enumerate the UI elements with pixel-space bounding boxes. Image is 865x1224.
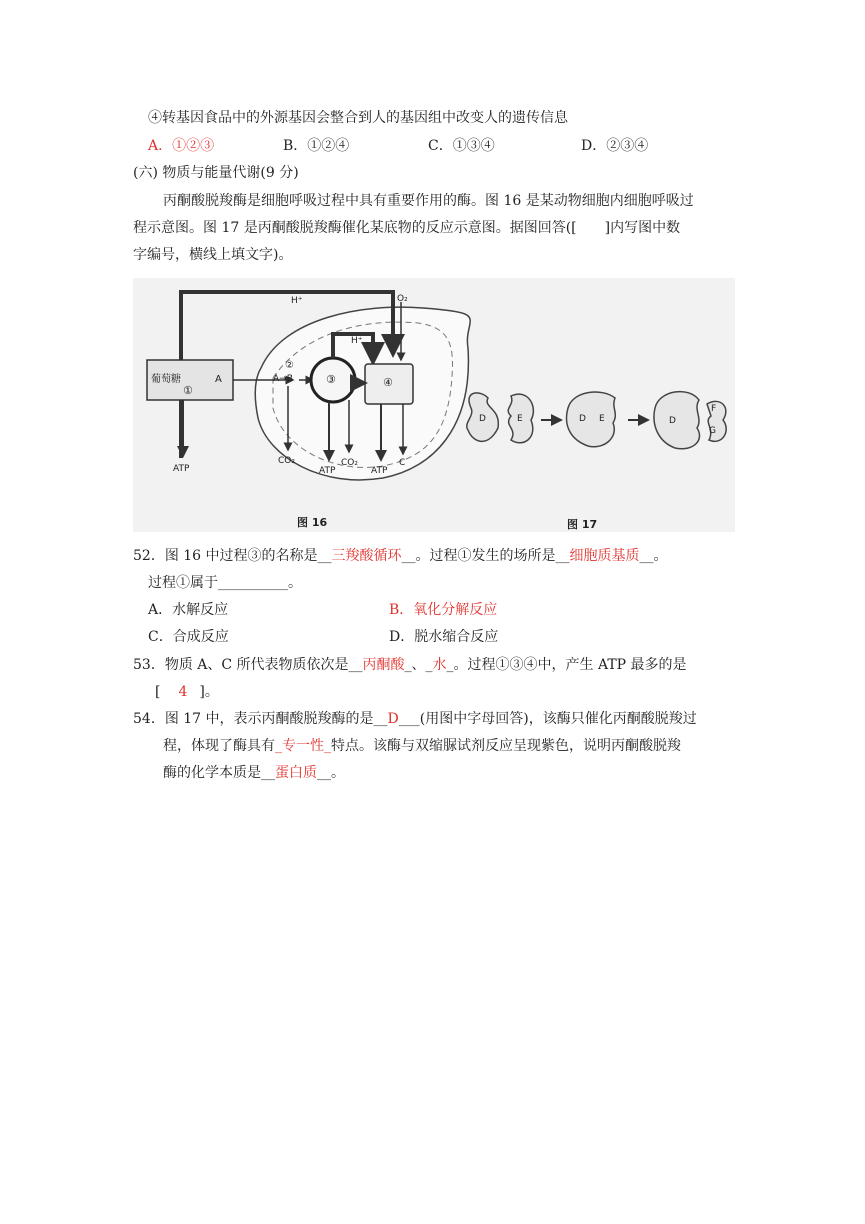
figure-17-diagram xyxy=(467,392,726,449)
section-intro-line-3: 字编号，横线上填文字)。 xyxy=(133,247,293,263)
h-plus-outer-label: H⁺ xyxy=(291,296,303,306)
q53-answer-1: 丙酮酸 xyxy=(362,657,405,673)
q52-text-2: __。过程①发生的场所是__ xyxy=(401,548,570,564)
q53-text-1: 53．物质 A、C 所代表物质依次是__ xyxy=(133,657,363,673)
previous-option-c: C．①③④ xyxy=(428,138,495,154)
enzyme-label-d-2: D xyxy=(579,414,586,424)
q53-text-3: _。过程①③④中，产生 ATP 最多的是 xyxy=(446,657,687,673)
q54-text-3a: 酶的化学本质是__ xyxy=(163,765,275,781)
q53-answer-3: 4 xyxy=(178,684,188,700)
figure-16-diagram xyxy=(133,278,735,532)
product-label-g: G xyxy=(709,426,716,436)
enzyme-substrate-complex xyxy=(567,392,616,447)
c-label: C xyxy=(399,458,406,468)
previous-option-b: B．①②④ xyxy=(283,138,350,154)
section-title: (六) 物质与能量代谢(9 分) xyxy=(133,165,299,181)
process-1-label: ① xyxy=(183,384,193,397)
q52-option-a: A．水解反应 xyxy=(148,602,229,618)
q52-option-d: D．脱水缩合反应 xyxy=(389,629,499,645)
product-label-f: F xyxy=(711,404,717,414)
q52-option-c: C．合成反应 xyxy=(148,629,229,645)
q54-text-1: 54．图 17 中，表示丙酮酸脱羧酶的是__ xyxy=(133,711,388,727)
q54-answer-3: 蛋白质 xyxy=(275,765,317,781)
atp-label-1: ATP xyxy=(173,464,190,474)
q54-text-2b: 特点。该酶与双缩脲试剂反应呈现紫色，说明丙酮酸脱羧 xyxy=(331,738,681,754)
enzyme-label-d-3: D xyxy=(669,416,676,426)
q52-line-2: 过程①属于__________。 xyxy=(148,575,302,591)
section-intro-line-2: 程示意图。图 17 是丙酮酸脱羧酶催化某底物的反应示意图。据图回答([ ]内写图中数 xyxy=(133,220,681,236)
o2-label: O₂ xyxy=(397,294,408,304)
substrate-label-e-2: E xyxy=(599,414,605,424)
q53-answer-2: 水 xyxy=(432,657,447,673)
process-2-label: ② xyxy=(285,360,294,371)
label-a: A xyxy=(215,374,222,385)
label-a-to-b: A→B xyxy=(273,374,293,384)
figure-16-caption: 图 16 xyxy=(297,516,328,529)
question-53 xyxy=(133,655,687,675)
section-intro-line-1: 丙酮酸脱羧酶是细胞呼吸过程中具有重要作用的酶。图 16 是某动物细胞内细胞呼吸过 xyxy=(163,193,694,209)
q52-answer-2: 细胞质基质 xyxy=(569,548,640,564)
q53-line-2 xyxy=(155,682,219,702)
figure-panel xyxy=(133,278,735,532)
q54-line-2 xyxy=(163,736,681,756)
question-52 xyxy=(133,546,668,566)
previous-option-a: A．①②③ xyxy=(148,138,215,154)
previous-item-4: ④转基因食品中的外源基因会整合到人的基因组中改变人的遗传信息 xyxy=(148,110,568,126)
q53-bracket-open: [ xyxy=(155,684,161,700)
substrate-label-e-1: E xyxy=(517,414,523,424)
atp-label-2: ATP xyxy=(319,466,336,476)
enzyme-shape-2 xyxy=(654,392,700,449)
q54-text-2a: 程，体现了酶具有 xyxy=(163,738,275,754)
q52-text-3: __。 xyxy=(639,548,668,564)
q54-text-2: ___(用图中字母回答)，该酶只催化丙酮酸脱羧过 xyxy=(398,711,697,727)
q52-text-1: 52．图 16 中过程③的名称是__ xyxy=(133,548,332,564)
process-3-label: ③ xyxy=(326,373,336,386)
h-plus-inner-label: H⁺ xyxy=(351,336,363,346)
q53-bracket-close: ]。 xyxy=(199,684,219,700)
q54-text-3b: __。 xyxy=(317,765,345,781)
q52-answer-1: 三羧酸循环 xyxy=(331,548,402,564)
co2-label-1: CO₂ xyxy=(278,456,295,466)
glucose-label: 葡萄糖 xyxy=(151,374,181,385)
atp-label-3: ATP xyxy=(371,466,388,476)
q54-answer-1: D xyxy=(387,711,399,727)
enzyme-label-d-1: D xyxy=(479,414,486,424)
q54-answer-2: _专一性_ xyxy=(275,738,331,754)
q54-line-3 xyxy=(163,763,345,783)
q53-text-2: _、_ xyxy=(404,657,433,673)
figure-17-caption: 图 17 xyxy=(567,518,598,531)
co2-label-2: CO₂ xyxy=(341,458,358,468)
question-54 xyxy=(133,709,697,729)
q52-option-b: B．氧化分解反应 xyxy=(389,602,498,618)
previous-option-d: D．②③④ xyxy=(581,138,649,154)
process-4-label: ④ xyxy=(383,376,393,389)
